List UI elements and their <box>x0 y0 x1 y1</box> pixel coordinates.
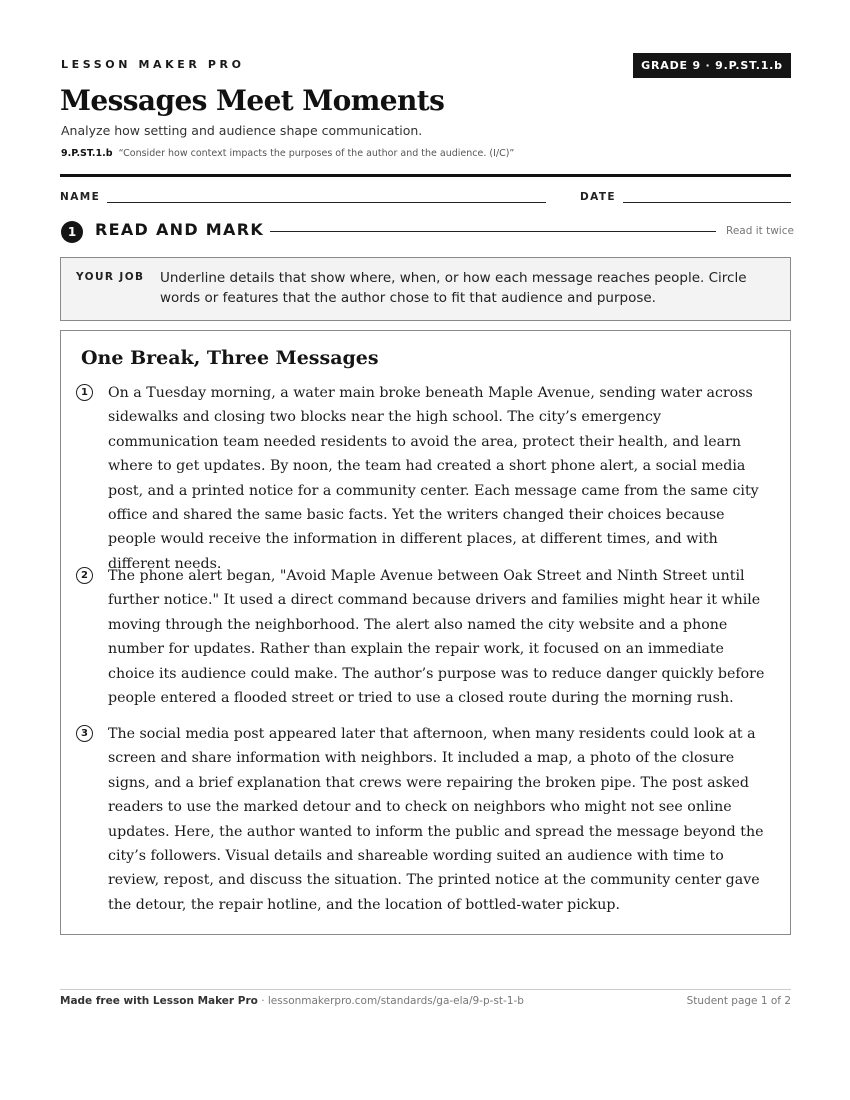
page-title: Messages Meet Moments <box>60 84 445 117</box>
date-label: DATE <box>580 191 616 203</box>
standard-line <box>61 148 514 159</box>
job-instructions: Underline details that show where, when, or how each message reaches people. Circle words or features that the author chose to fit that audience and purpose. <box>160 270 747 306</box>
footer-page-number: Student page 1 of 2 <box>686 995 791 1007</box>
footer-divider <box>60 989 791 990</box>
section-divider <box>270 231 716 232</box>
grade-badge: GRADE 9 · 9.P.ST.1.b <box>633 53 791 78</box>
passage-box <box>60 330 791 935</box>
footer-credit <box>60 995 524 1007</box>
passage-title: One Break, Three Messages <box>81 347 379 369</box>
section-hint: Read it twice <box>726 225 794 237</box>
standard-code: 9.P.ST.1.b <box>61 148 113 159</box>
date-field[interactable] <box>623 202 791 203</box>
brand-name: LESSON MAKER PRO <box>61 58 245 71</box>
page-subtitle: Analyze how setting and audience shape communication. <box>61 123 423 138</box>
footer-made-with: Made free with Lesson Maker Pro <box>60 995 258 1007</box>
paragraph-number-3: 3 <box>76 725 93 742</box>
section-title: READ AND MARK <box>95 220 265 239</box>
footer-url[interactable]: · lessonmakerpro.com/standards/ga-ela/9-p-st-1-b <box>257 995 524 1007</box>
job-label: YOUR JOB <box>76 271 145 283</box>
paragraph-number-2: 2 <box>76 567 93 584</box>
paragraph-number-1: 1 <box>76 384 93 401</box>
name-field[interactable] <box>107 202 546 203</box>
job-box <box>60 257 791 321</box>
name-label: NAME <box>60 191 101 203</box>
standard-quote: “Consider how context impacts the purposes of the author and the audience. (I/C)” <box>118 148 515 159</box>
header-divider <box>60 174 791 177</box>
paragraph-3: The social media post appeared later that afternoon, when many residents could look at a screen and share information with neighbors. It included a map, a photo of the closure signs, and a brief explanation that crews were repairing the broken pipe. The post asked readers to use the marked detour and to check on neighbors who might not see online updates. Here, the author wanted to inform the public and spread the message beyond the city’s followers. Visual details and shareable wording suited an audience with time to review, repost, and discuss the situation. The printed notice at the community center gave the detour, the repair hotline, and the location of bottled-water pickup. <box>108 726 764 913</box>
paragraph-2: The phone alert began, "Avoid Maple Avenue between Oak Street and Ninth Street until further notice." It used a direct command because drivers and families might hear it while moving through the neighborhood. The alert also named the city website and a phone number for updates. Rather than explain the repair work, it focused on an immediate choice its audience could make. The author’s purpose was to reduce danger quickly before people entered a flooded street or tried to use a closed route during the morning rush. <box>108 568 765 707</box>
section-number-badge: 1 <box>61 221 83 243</box>
paragraph-1: On a Tuesday morning, a water main broke beneath Maple Avenue, sending water across sidewalks and closing two blocks near the high school. The city’s emergency communication team needed residents to avoid the area, protect their health, and learn where to get updates. By noon, the team had created a short phone alert, a social media post, and a printed notice for a community center. Each message came from the same city office and shared the same basic facts. Yet the writers changed their choices because people would receive the information in different places, at different times, and with different needs. <box>108 385 759 572</box>
